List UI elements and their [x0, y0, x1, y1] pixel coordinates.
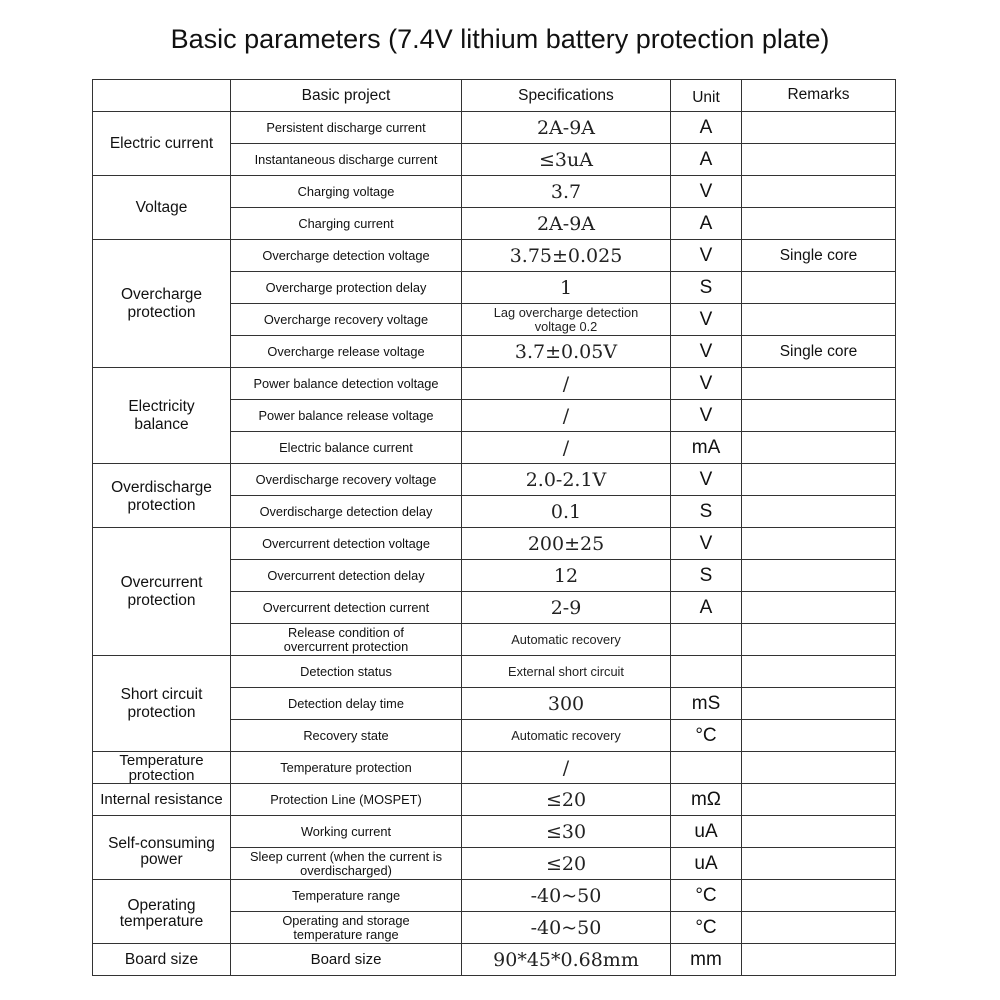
remark-cell: [742, 720, 896, 752]
table-header-row: [93, 80, 896, 112]
spec-cell: Automatic recovery: [462, 624, 671, 656]
spec-cell: 300: [462, 688, 671, 720]
table-row: [93, 368, 896, 400]
remark-cell: [742, 752, 896, 784]
item-cell: Detection status: [231, 656, 462, 688]
item-cell: Overcurrent detection voltage: [231, 528, 462, 560]
item-cell: Release condition of overcurrent protection: [231, 624, 462, 656]
table-row: [93, 656, 896, 688]
category-voltage: Voltage: [93, 176, 231, 240]
spec-cell: External short circuit: [462, 656, 671, 688]
spec-cell: 2A-9A: [462, 112, 671, 144]
spec-cell: ≤30: [462, 816, 671, 848]
spec-cell: 12: [462, 560, 671, 592]
category-board-size: Board size: [93, 944, 231, 976]
unit-cell: mΩ: [671, 784, 742, 816]
item-cell: Overcharge recovery voltage: [231, 304, 462, 336]
item-cell: Temperature protection: [231, 752, 462, 784]
header-category: [93, 80, 231, 112]
remark-cell: [742, 592, 896, 624]
table-row: [93, 112, 896, 144]
remark-cell: [742, 400, 896, 432]
unit-cell: V: [671, 304, 742, 336]
page-title: Basic parameters (7.4V lithium battery protection plate): [170, 24, 830, 54]
remark-cell: Single core: [742, 336, 896, 368]
unit-cell: mA: [671, 432, 742, 464]
category-self-consuming-power: Self-consuming power: [93, 816, 231, 880]
remark-cell: [742, 560, 896, 592]
header-unit: Unit: [671, 80, 742, 112]
item-cell: Protection Line (MOSPET): [231, 784, 462, 816]
table-row: [93, 880, 896, 912]
table-row: [93, 176, 896, 208]
unit-cell: uA: [671, 848, 742, 880]
spec-cell: 2.0-2.1V: [462, 464, 671, 496]
unit-cell: V: [671, 336, 742, 368]
spec-cell: /: [462, 432, 671, 464]
remark-cell: [742, 784, 896, 816]
spec-cell: 1: [462, 272, 671, 304]
unit-cell: V: [671, 176, 742, 208]
table-row: [93, 944, 896, 976]
unit-cell: °C: [671, 912, 742, 944]
spec-cell: -40~50: [462, 880, 671, 912]
remark-cell: [742, 816, 896, 848]
category-overcharge-protection: Overcharge protection: [93, 240, 231, 368]
remark-cell: [742, 848, 896, 880]
spec-cell: -40~50: [462, 912, 671, 944]
item-cell: Electric balance current: [231, 432, 462, 464]
remark-cell: [742, 656, 896, 688]
item-cell: Charging voltage: [231, 176, 462, 208]
item-cell: Overcharge detection voltage: [231, 240, 462, 272]
unit-cell: V: [671, 464, 742, 496]
remark-cell: [742, 112, 896, 144]
item-cell: Sleep current (when the current is overdischarged): [231, 848, 462, 880]
item-cell: Recovery state: [231, 720, 462, 752]
remark-cell: [742, 144, 896, 176]
unit-cell: A: [671, 144, 742, 176]
spec-cell: ≤3uA: [462, 144, 671, 176]
table-row: [93, 784, 896, 816]
table-row: [93, 752, 896, 784]
category-overcurrent-protection: Overcurrent protection: [93, 528, 231, 656]
header-project: Basic project: [231, 80, 462, 112]
remark-cell: [742, 912, 896, 944]
spec-cell: 0.1: [462, 496, 671, 528]
unit-cell: V: [671, 368, 742, 400]
item-cell: Operating and storage temperature range: [231, 912, 462, 944]
unit-cell: S: [671, 560, 742, 592]
unit-cell: A: [671, 592, 742, 624]
remark-cell: [742, 880, 896, 912]
header-remarks: Remarks: [742, 80, 896, 112]
category-electric-current: Electric current: [93, 112, 231, 176]
unit-cell: °C: [671, 880, 742, 912]
unit-cell: A: [671, 208, 742, 240]
spec-cell: ≤20: [462, 784, 671, 816]
remark-cell: [742, 368, 896, 400]
spec-cell: /: [462, 752, 671, 784]
table-row: [93, 464, 896, 496]
remark-cell: [742, 208, 896, 240]
item-cell: Board size: [231, 944, 462, 976]
category-operating-temperature: Operating temperature: [93, 880, 231, 944]
unit-cell: [671, 624, 742, 656]
unit-cell: °C: [671, 720, 742, 752]
unit-cell: uA: [671, 816, 742, 848]
parameters-table: [92, 79, 896, 976]
table-row: [93, 528, 896, 560]
category-electricity-balance: Electricity balance: [93, 368, 231, 464]
remark-cell: Single core: [742, 240, 896, 272]
category-internal-resistance: Internal resistance: [93, 784, 231, 816]
spec-cell: /: [462, 400, 671, 432]
spec-cell: Automatic recovery: [462, 720, 671, 752]
item-cell: Instantaneous discharge current: [231, 144, 462, 176]
unit-cell: mS: [671, 688, 742, 720]
remark-cell: [742, 464, 896, 496]
item-cell: Overcurrent detection delay: [231, 560, 462, 592]
item-cell: Persistent discharge current: [231, 112, 462, 144]
unit-cell: V: [671, 400, 742, 432]
unit-cell: A: [671, 112, 742, 144]
item-cell: Overcharge protection delay: [231, 272, 462, 304]
unit-cell: S: [671, 496, 742, 528]
item-cell: Power balance detection voltage: [231, 368, 462, 400]
category-short-circuit-protection: Short circuit protection: [93, 656, 231, 752]
remark-cell: [742, 688, 896, 720]
item-cell: Overdischarge recovery voltage: [231, 464, 462, 496]
item-cell: Temperature range: [231, 880, 462, 912]
remark-cell: [742, 496, 896, 528]
item-cell: Overdischarge detection delay: [231, 496, 462, 528]
spec-cell: 3.7: [462, 176, 671, 208]
remark-cell: [742, 944, 896, 976]
item-cell: Overcharge release voltage: [231, 336, 462, 368]
item-cell: Detection delay time: [231, 688, 462, 720]
unit-cell: [671, 656, 742, 688]
spec-cell: /: [462, 368, 671, 400]
remark-cell: [742, 528, 896, 560]
unit-cell: mm: [671, 944, 742, 976]
spec-cell: ≤20: [462, 848, 671, 880]
unit-cell: V: [671, 240, 742, 272]
table-row: [93, 816, 896, 848]
spec-cell: 2A-9A: [462, 208, 671, 240]
unit-cell: [671, 752, 742, 784]
unit-cell: V: [671, 528, 742, 560]
spec-cell: 90*45*0.68mm: [462, 944, 671, 976]
category-temperature-protection: Temperature protection: [93, 752, 231, 784]
item-cell: Charging current: [231, 208, 462, 240]
spec-cell: 200±25: [462, 528, 671, 560]
remark-cell: [742, 432, 896, 464]
remark-cell: [742, 304, 896, 336]
unit-cell: S: [671, 272, 742, 304]
category-overdischarge-protection: Overdischarge protection: [93, 464, 231, 528]
spec-cell: Lag overcharge detection voltage 0.2: [462, 304, 671, 336]
item-cell: Power balance release voltage: [231, 400, 462, 432]
header-specifications: Specifications: [462, 80, 671, 112]
spec-cell: 2-9: [462, 592, 671, 624]
spec-cell: 3.75±0.025: [462, 240, 671, 272]
item-cell: Working current: [231, 816, 462, 848]
item-cell: Overcurrent detection current: [231, 592, 462, 624]
remark-cell: [742, 176, 896, 208]
spec-cell: 3.7±0.05V: [462, 336, 671, 368]
remark-cell: [742, 272, 896, 304]
remark-cell: [742, 624, 896, 656]
table-row: [93, 240, 896, 272]
